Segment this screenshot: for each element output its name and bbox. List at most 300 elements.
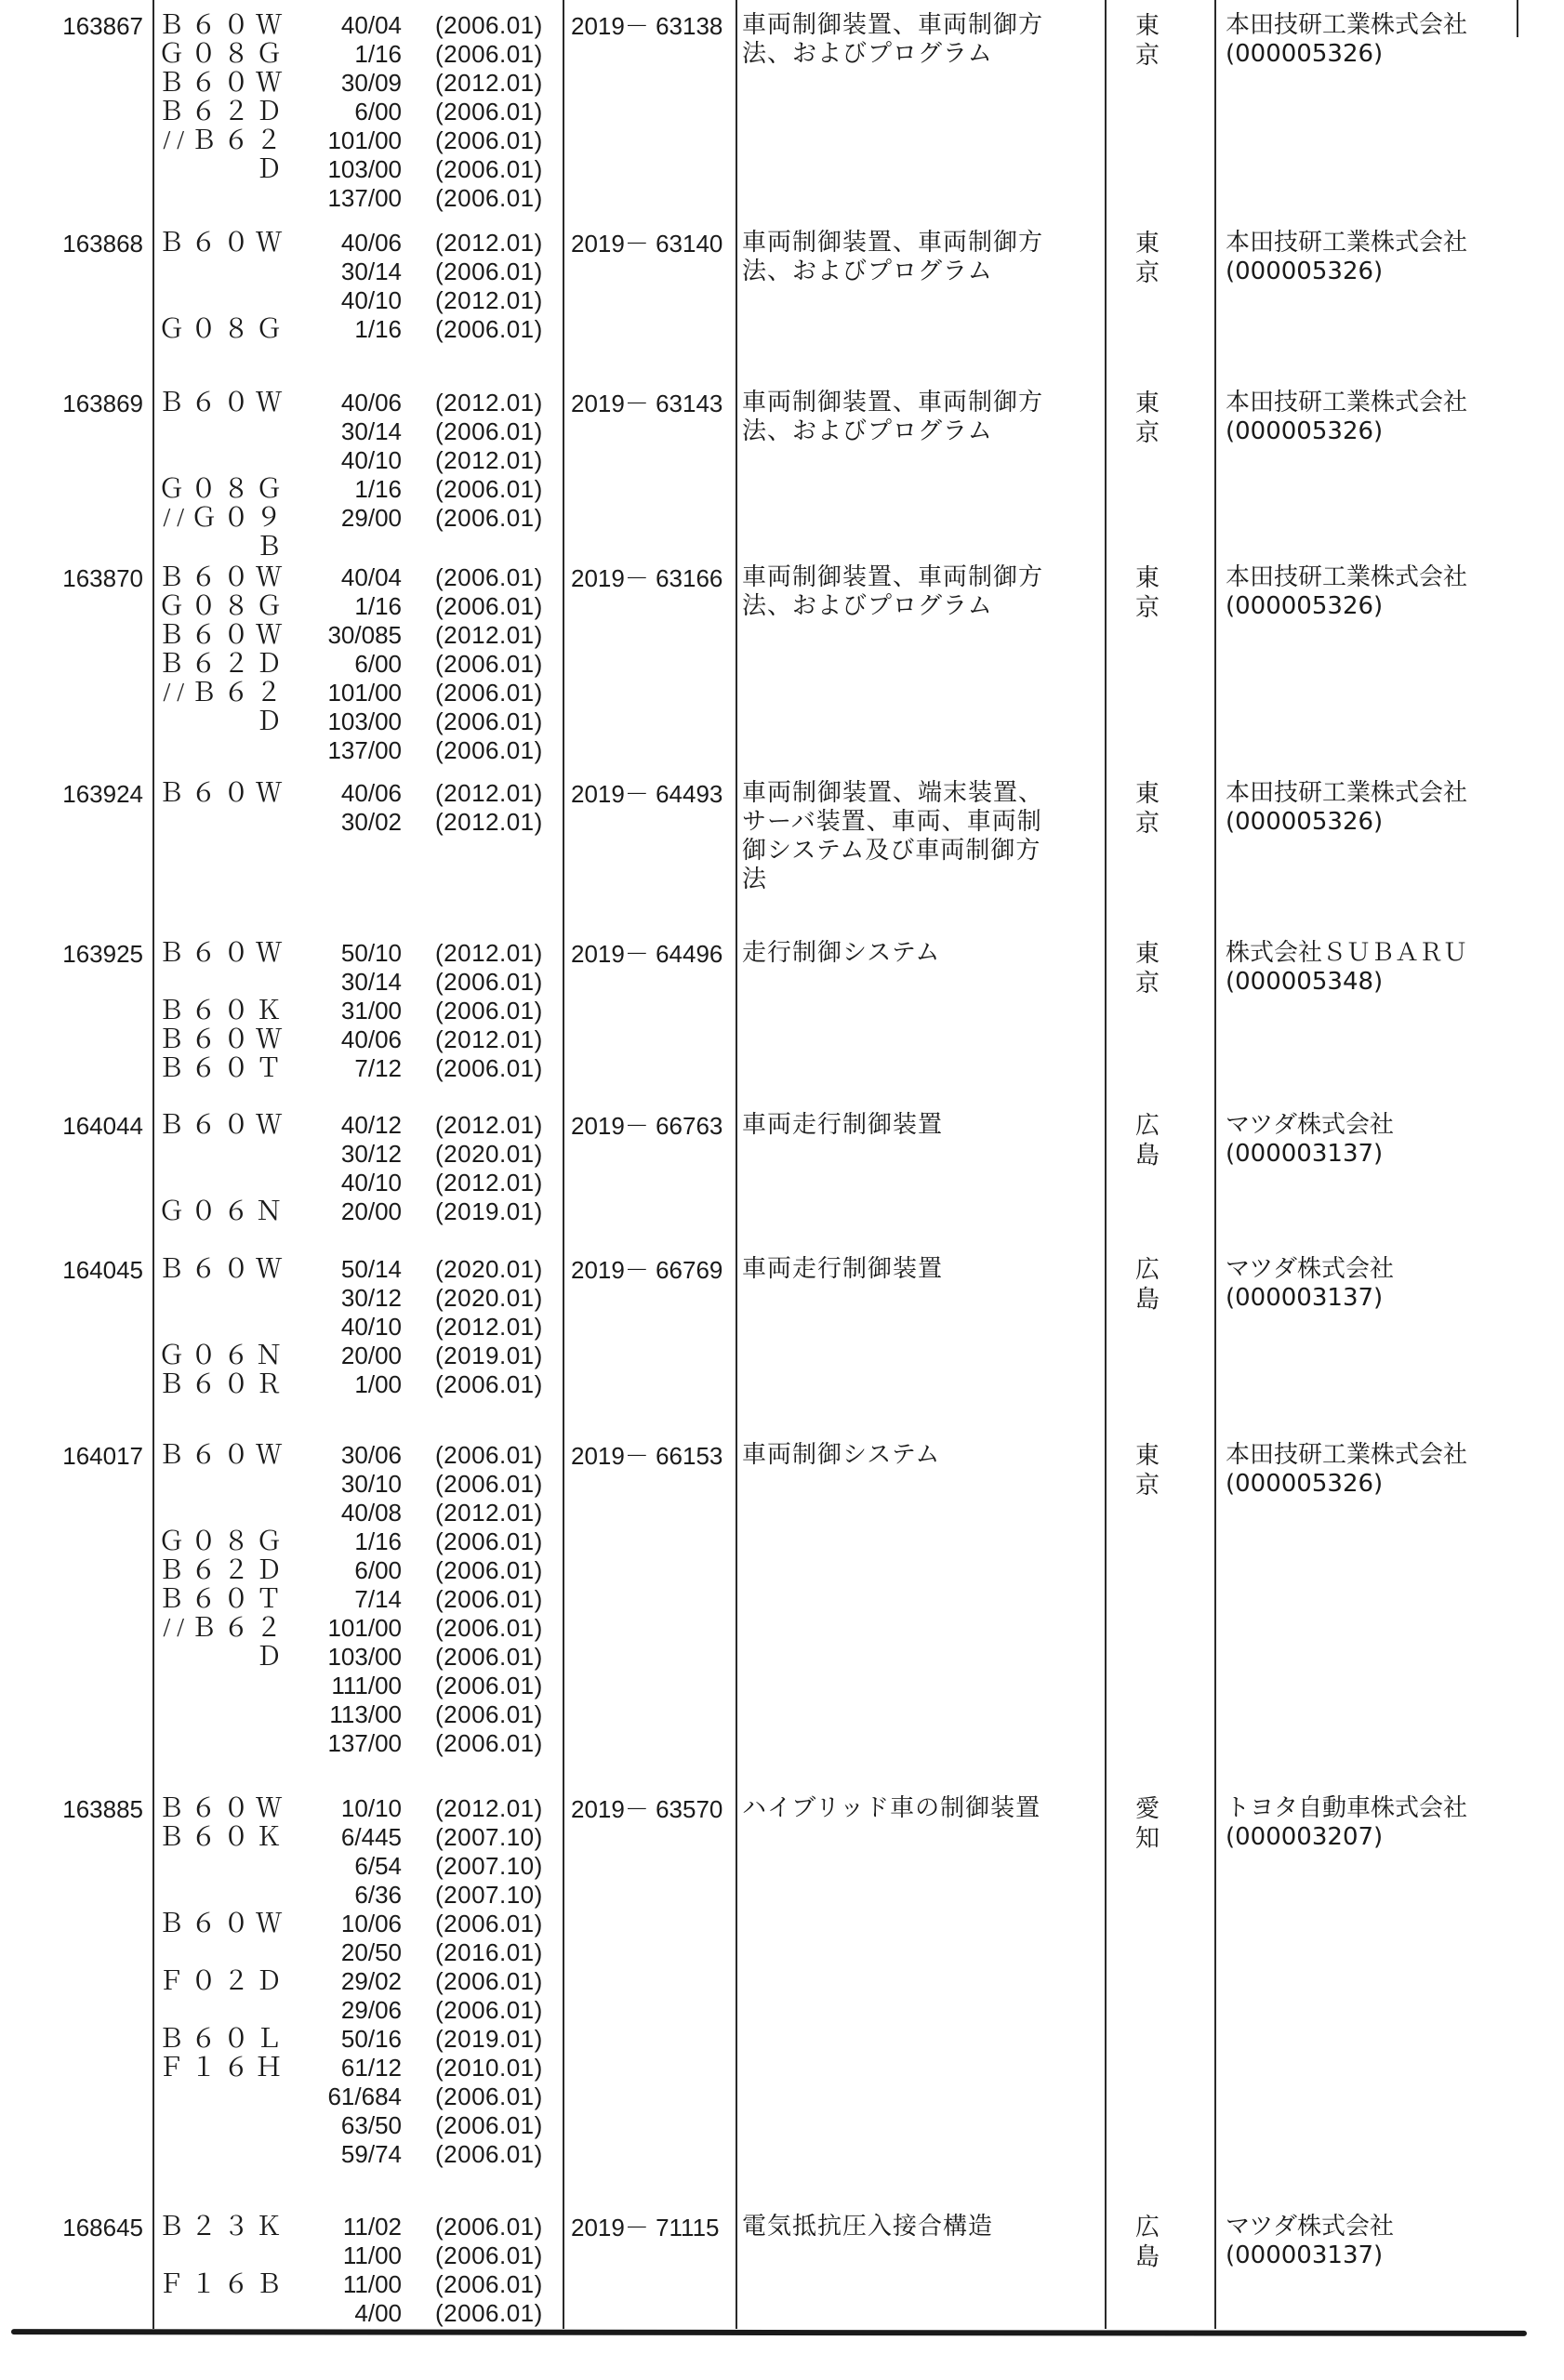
- ipc-group: 30/14: [340, 258, 402, 285]
- classification-line: [156, 1643, 556, 1672]
- applicant-line: (000005326): [1226, 592, 1384, 620]
- ipc-group: 30/085: [327, 621, 402, 649]
- application-number: 2019－ 63140: [571, 230, 723, 258]
- invention-title-line: 車両制御装置、車両制御方: [742, 563, 1044, 591]
- applicant-line: (000005326): [1226, 1470, 1384, 1498]
- publication-number: 163869: [62, 390, 143, 417]
- ipc-subclass: Ｆ１６Ｈ: [157, 2054, 288, 2082]
- classification-line: [156, 621, 556, 650]
- ipc-version: (2019.01): [435, 1342, 543, 1369]
- classification-line: [156, 504, 556, 562]
- classification-line: [156, 1794, 556, 1823]
- ipc-version: (2012.01): [435, 1169, 543, 1197]
- ipc-group: 29/02: [340, 1967, 402, 1995]
- ipc-group: 40/12: [340, 1111, 402, 1139]
- ipc-group: 40/06: [340, 389, 402, 416]
- invention-title: [742, 939, 1101, 968]
- ipc-version: (2020.01): [435, 1140, 543, 1168]
- ipc-version: (2012.01): [435, 621, 543, 649]
- ipc-version: (2006.01): [435, 997, 543, 1025]
- ipc-group: 40/04: [340, 11, 402, 39]
- classification-line: [156, 1852, 556, 1881]
- ipc-version: (2006.01): [435, 1527, 543, 1555]
- classification-line: [156, 286, 556, 315]
- ipc-version: (2006.01): [435, 504, 543, 532]
- ipc-subclass: Ｇ０８Ｇ: [157, 1527, 288, 1556]
- classification-line: [156, 1729, 556, 1758]
- ipc-version: (2006.01): [435, 563, 543, 591]
- classification-list: [156, 1255, 556, 1399]
- ipc-subclass: Ｂ６０Ｗ: [157, 69, 288, 98]
- ipc-group: 6/00: [354, 650, 402, 678]
- classification-line: [156, 1938, 556, 1967]
- invention-title: [742, 1255, 1101, 1284]
- ipc-version: (2006.01): [435, 1910, 543, 1937]
- classification-line: [156, 1255, 556, 1284]
- ipc-version: (2007.10): [435, 1852, 543, 1880]
- ipc-group: 40/10: [340, 286, 402, 314]
- applicant-line: マツダ株式会社: [1226, 2213, 1394, 2241]
- applicant-location: 広島: [1134, 1256, 1186, 1314]
- ipc-subclass: Ｂ６０Ｋ: [157, 1823, 288, 1852]
- ipc-version: (2006.01): [435, 2299, 543, 2327]
- applicant-location: 東京: [1134, 1442, 1186, 1500]
- ipc-group: 31/00: [340, 997, 402, 1025]
- ipc-group: 7/14: [354, 1585, 402, 1613]
- applicant: [1226, 1794, 1523, 1852]
- ipc-group: 1/16: [354, 592, 402, 620]
- ipc-version: (2006.01): [435, 2270, 543, 2298]
- ipc-version: (2006.01): [435, 2082, 543, 2110]
- classification-line: [156, 446, 556, 475]
- classification-line: [156, 1313, 556, 1342]
- ipc-subclass: Ｂ６０Ｌ: [157, 2025, 288, 2054]
- ipc-version: (2006.01): [435, 40, 543, 68]
- applicant: [1226, 939, 1523, 997]
- ipc-version: (2006.01): [435, 592, 543, 620]
- ipc-group: 1/16: [354, 40, 402, 68]
- ipc-group: 20/50: [340, 1938, 402, 1966]
- applicant: [1226, 779, 1523, 837]
- ipc-group: 61/12: [340, 2054, 402, 2082]
- classification-line: [156, 1370, 556, 1399]
- classification-line: [156, 40, 556, 69]
- ipc-group: 50/14: [340, 1255, 402, 1283]
- ipc-version: (2006.01): [435, 1470, 543, 1498]
- invention-title-line: 電気抵抗圧入接合構造: [742, 2213, 994, 2241]
- ipc-group: 40/10: [340, 1313, 402, 1341]
- classification-line: [156, 258, 556, 286]
- ipc-version: (2006.01): [435, 98, 543, 126]
- ipc-group: 1/16: [354, 315, 402, 343]
- ipc-group: 63/50: [340, 2111, 402, 2139]
- ipc-subclass: Ｂ６０Ｗ: [157, 1441, 288, 1470]
- ipc-group: 50/10: [340, 939, 402, 967]
- classification-line: [156, 2140, 556, 2169]
- ipc-subclass: Ｂ６０Ｗ: [157, 939, 288, 968]
- applicant-line: マツダ株式会社: [1226, 1111, 1394, 1139]
- ipc-group: 10/06: [340, 1910, 402, 1937]
- ipc-group: 137/00: [327, 184, 402, 212]
- ipc-version: (2006.01): [435, 1996, 543, 2024]
- applicant-location: 東京: [1134, 564, 1186, 622]
- ipc-group: 29/00: [340, 504, 402, 532]
- classification-line: [156, 1342, 556, 1370]
- ipc-subclass: //Ｂ６２Ｄ: [163, 1614, 288, 1672]
- ipc-version: (2012.01): [435, 1025, 543, 1053]
- ipc-subclass: Ｂ６０Ｗ: [157, 563, 288, 592]
- ipc-group: 40/06: [340, 229, 402, 257]
- publication-number: 168645: [62, 2214, 143, 2241]
- classification-line: [156, 417, 556, 446]
- application-number: 2019－ 63570: [571, 1795, 723, 1823]
- ipc-version: (2006.01): [435, 1054, 543, 1082]
- column-rule: [736, 0, 737, 2329]
- ipc-subclass: Ｂ６０Ｔ: [157, 1054, 288, 1083]
- classification-line: [156, 2270, 556, 2299]
- ipc-version: (2006.01): [435, 2241, 543, 2269]
- classification-line: [156, 1441, 556, 1470]
- applicant-location: 東京: [1134, 780, 1186, 838]
- invention-title: [742, 779, 1101, 894]
- invention-title: [742, 229, 1101, 286]
- classification-line: [156, 939, 556, 968]
- column-rule: [152, 0, 154, 2329]
- ipc-group: 40/10: [340, 446, 402, 474]
- application-number: 2019－ 63143: [571, 390, 723, 417]
- invention-title: [742, 1111, 1101, 1140]
- applicant-location: 東京: [1134, 12, 1186, 70]
- classification-line: [156, 184, 556, 213]
- applicant-line: (000005326): [1226, 40, 1384, 68]
- ipc-version: (2006.01): [435, 475, 543, 503]
- ipc-group: 11/00: [342, 2270, 402, 2298]
- ipc-group: 30/02: [340, 808, 402, 836]
- applicant-line: (000005348): [1226, 968, 1384, 996]
- applicant-line: (000003137): [1226, 2241, 1384, 2269]
- ipc-version: (2006.01): [435, 679, 543, 707]
- ipc-group: 6/00: [354, 98, 402, 126]
- applicant-line: (000003137): [1226, 1140, 1384, 1168]
- invention-title-line: 御システム及び車両制御方: [742, 837, 1041, 865]
- applicant-line: (000005326): [1226, 417, 1384, 445]
- classification-line: [156, 69, 556, 98]
- ipc-group: 30/06: [340, 1441, 402, 1469]
- ipc-group: 61/684: [327, 2082, 402, 2110]
- ipc-subclass: Ｂ６０Ｒ: [157, 1370, 288, 1399]
- ipc-group: 20/00: [340, 1197, 402, 1225]
- ipc-version: (2019.01): [435, 1197, 543, 1225]
- ipc-subclass: Ｂ６２Ｄ: [157, 1556, 288, 1585]
- ipc-version: (2006.01): [435, 1441, 543, 1469]
- ipc-group: 40/04: [340, 563, 402, 591]
- ipc-version: (2006.01): [435, 184, 543, 212]
- applicant-location: 愛知: [1134, 1795, 1186, 1853]
- applicant-line: マツダ株式会社: [1226, 1255, 1394, 1283]
- ipc-version: (2006.01): [435, 1556, 543, 1584]
- ipc-version: (2020.01): [435, 1255, 543, 1283]
- ipc-group: 137/00: [327, 1729, 402, 1757]
- classification-line: [156, 592, 556, 621]
- applicant-line: 本田技研工業株式会社: [1226, 563, 1468, 591]
- ipc-version: (2006.01): [435, 126, 543, 154]
- classification-line: [156, 650, 556, 679]
- invention-title: [742, 1441, 1101, 1470]
- ipc-subclass: Ｂ６０Ｗ: [157, 389, 288, 417]
- ipc-group: 30/12: [340, 1284, 402, 1312]
- classification-line: [156, 1197, 556, 1226]
- ipc-version: (2006.01): [435, 1672, 543, 1699]
- classification-line: [156, 2241, 556, 2270]
- classification-line: [156, 1967, 556, 1996]
- applicant-line: 本田技研工業株式会社: [1226, 779, 1468, 807]
- applicant-line: (000005326): [1226, 808, 1384, 836]
- classification-line: [156, 475, 556, 504]
- ipc-subclass: Ｇ０８Ｇ: [157, 315, 288, 344]
- ipc-subclass: Ｂ６０Ｋ: [157, 997, 288, 1025]
- ipc-version: (2012.01): [435, 229, 543, 257]
- ipc-group: 4/00: [354, 2299, 402, 2327]
- ipc-version: (2006.01): [435, 155, 543, 183]
- ipc-group: 30/10: [340, 1470, 402, 1498]
- ipc-version: (2010.01): [435, 2054, 543, 2082]
- ipc-subclass: Ｂ６０Ｗ: [157, 621, 288, 650]
- publication-number: 164044: [62, 1112, 143, 1140]
- ipc-version: (2012.01): [435, 69, 543, 97]
- classification-line: [156, 1470, 556, 1499]
- classification-list: [156, 1794, 556, 2169]
- classification-line: [156, 1881, 556, 1910]
- ipc-subclass: Ｂ２３Ｋ: [157, 2213, 288, 2241]
- classification-line: [156, 1054, 556, 1083]
- ipc-group: 6/36: [354, 1881, 402, 1909]
- ipc-version: (2006.01): [435, 968, 543, 996]
- application-number: 2019－ 64493: [571, 780, 723, 808]
- classification-list: [156, 2213, 556, 2328]
- ipc-group: 30/12: [340, 1140, 402, 1168]
- classification-line: [156, 1556, 556, 1585]
- applicant: [1226, 1255, 1523, 1313]
- applicant-line: 本田技研工業株式会社: [1226, 1441, 1468, 1469]
- ipc-version: (2006.01): [435, 2140, 543, 2168]
- applicant-line: (000003137): [1226, 1284, 1384, 1312]
- classification-line: [156, 563, 556, 592]
- ipc-version: (2020.01): [435, 1284, 543, 1312]
- ipc-group: 1/00: [354, 1370, 402, 1398]
- column-rule: [1214, 0, 1216, 2329]
- ipc-group: 10/10: [340, 1794, 402, 1822]
- classification-list: [156, 1441, 556, 1758]
- ipc-group: 7/12: [354, 1054, 402, 1082]
- ipc-group: 113/00: [329, 1700, 402, 1728]
- ipc-group: 6/54: [354, 1852, 402, 1880]
- classification-line: [156, 1140, 556, 1169]
- ipc-version: (2006.01): [435, 315, 543, 343]
- publication-number: 163924: [62, 780, 143, 808]
- classification-line: [156, 1025, 556, 1054]
- ipc-group: 137/00: [327, 736, 402, 764]
- ipc-group: 11/00: [342, 2241, 402, 2269]
- applicant-line: 株式会社ＳＵＢＡＲＵ: [1226, 939, 1468, 967]
- invention-title-line: 車両走行制御装置: [742, 1111, 944, 1139]
- ipc-subclass: Ｆ１６Ｂ: [157, 2270, 288, 2299]
- ipc-subclass: Ｇ０８Ｇ: [157, 475, 288, 504]
- ipc-version: (2006.01): [435, 417, 543, 445]
- column-rule: [563, 0, 564, 2329]
- ipc-version: (2006.01): [435, 1370, 543, 1398]
- classification-line: [156, 315, 556, 344]
- classification-line: [156, 2025, 556, 2054]
- ipc-version: (2006.01): [435, 11, 543, 39]
- classification-line: [156, 1996, 556, 2025]
- application-number: 2019－ 66769: [571, 1256, 723, 1284]
- ipc-group: 101/00: [327, 1614, 402, 1642]
- ipc-version: (2012.01): [435, 939, 543, 967]
- ipc-subclass: Ｂ６０Ｗ: [157, 1794, 288, 1823]
- invention-title-line: 車両制御装置、車両制御方: [742, 229, 1044, 257]
- ipc-version: (2012.01): [435, 1111, 543, 1139]
- classification-line: [156, 1585, 556, 1614]
- ipc-group: 6/445: [340, 1823, 402, 1851]
- classification-line: [156, 1700, 556, 1729]
- ipc-subclass: Ｂ６０Ｗ: [157, 1025, 288, 1054]
- classification-line: [156, 779, 556, 808]
- applicant: [1226, 1111, 1523, 1169]
- invention-title-line: 車両制御システム: [742, 1441, 941, 1469]
- applicant-location: 広島: [1134, 1112, 1186, 1170]
- ipc-subclass: Ｂ６０Ｗ: [157, 779, 288, 808]
- ipc-group: 40/08: [340, 1499, 402, 1527]
- applicant: [1226, 1441, 1523, 1499]
- ipc-group: 101/00: [327, 679, 402, 707]
- invention-title-line: 車両走行制御装置: [742, 1255, 944, 1283]
- application-number: 2019－ 66153: [571, 1442, 723, 1470]
- ipc-version: (2006.01): [435, 2111, 543, 2139]
- applicant: [1226, 563, 1523, 621]
- classification-line: [156, 1499, 556, 1527]
- classification-line: [156, 808, 556, 837]
- ipc-version: (2006.01): [435, 1700, 543, 1728]
- ipc-version: (2012.01): [435, 1794, 543, 1822]
- classification-line: [156, 1169, 556, 1197]
- ipc-version: (2012.01): [435, 1499, 543, 1527]
- application-number: 2019－ 66763: [571, 1112, 723, 1140]
- ipc-group: 11/02: [342, 2213, 402, 2241]
- invention-title: [742, 563, 1101, 621]
- classification-line: [156, 1284, 556, 1313]
- column-rule: [1105, 0, 1107, 2329]
- publication-number: 163870: [62, 564, 143, 592]
- ipc-version: (2006.01): [435, 1585, 543, 1613]
- ipc-subclass: Ｂ６０Ｗ: [157, 11, 288, 40]
- ipc-subclass: Ｂ６２Ｄ: [157, 650, 288, 679]
- ipc-group: 50/16: [340, 2025, 402, 2053]
- classification-line: [156, 229, 556, 258]
- classification-line: [156, 2213, 556, 2241]
- ipc-subclass: Ｂ６０Ｗ: [157, 1910, 288, 1938]
- applicant-line: トヨタ自動車株式会社: [1226, 1794, 1468, 1822]
- classification-list: [156, 939, 556, 1083]
- ipc-group: 40/06: [340, 779, 402, 807]
- applicant: [1226, 229, 1523, 286]
- ipc-version: (2006.01): [435, 1643, 543, 1671]
- ipc-subclass: //Ｂ６２Ｄ: [163, 679, 288, 736]
- applicant-location: 東京: [1134, 390, 1186, 447]
- ipc-version: (2006.01): [435, 707, 543, 735]
- classification-list: [156, 1111, 556, 1226]
- invention-title: [742, 389, 1101, 446]
- applicant-line: 本田技研工業株式会社: [1226, 229, 1468, 257]
- application-number: 2019－ 71115: [571, 2214, 720, 2241]
- invention-title-line: 車両制御装置、車両制御方: [742, 389, 1044, 416]
- applicant: [1226, 11, 1523, 69]
- invention-title: [742, 11, 1101, 69]
- classification-line: [156, 1823, 556, 1852]
- ipc-group: 40/10: [340, 1169, 402, 1197]
- application-number: 2019－ 64496: [571, 940, 723, 968]
- applicant-line: (000003207): [1226, 1823, 1384, 1851]
- classification-list: [156, 11, 556, 213]
- invention-title-line: 車両制御装置、車両制御方: [742, 11, 1044, 39]
- ipc-subclass: Ｂ６０Ｗ: [157, 1255, 288, 1284]
- applicant-line: 本田技研工業株式会社: [1226, 11, 1468, 39]
- ipc-version: (2006.01): [435, 650, 543, 678]
- classification-line: [156, 98, 556, 126]
- classification-list: [156, 779, 556, 837]
- ipc-subclass: Ｇ０８Ｇ: [157, 40, 288, 69]
- ipc-subclass: Ｇ０８Ｇ: [157, 592, 288, 621]
- invention-title-line: ハイブリッド車の制御装置: [742, 1794, 1041, 1822]
- publication-number: 164045: [62, 1256, 143, 1284]
- ipc-version: (2006.01): [435, 736, 543, 764]
- ipc-group: 111/00: [331, 1672, 402, 1699]
- applicant-location: 東京: [1134, 940, 1186, 998]
- ipc-version: (2019.01): [435, 2025, 543, 2053]
- classification-line: [156, 1527, 556, 1556]
- ipc-version: (2012.01): [435, 808, 543, 836]
- ipc-group: 103/00: [327, 1643, 402, 1671]
- ipc-group: 30/14: [340, 968, 402, 996]
- invention-title-line: 車両制御装置、端末装置、: [742, 779, 1044, 807]
- classification-line: [156, 997, 556, 1025]
- classification-line: [156, 1910, 556, 1938]
- publication-number: 163867: [62, 12, 143, 40]
- ipc-subclass: Ｂ６０Ｔ: [157, 1585, 288, 1614]
- ipc-version: (2006.01): [435, 1729, 543, 1757]
- classification-list: [156, 563, 556, 765]
- ipc-version: (2012.01): [435, 1313, 543, 1341]
- ipc-group: 1/16: [354, 475, 402, 503]
- classification-line: [156, 1111, 556, 1140]
- applicant-location: 広島: [1134, 2214, 1186, 2271]
- invention-title-line: 走行制御システム: [742, 939, 941, 967]
- applicant: [1226, 389, 1523, 446]
- invention-title-line: 法、およびプログラム: [742, 417, 993, 445]
- application-number: 2019－ 63138: [571, 12, 723, 40]
- ipc-version: (2016.01): [435, 1938, 543, 1966]
- publication-number: 163925: [62, 940, 143, 968]
- applicant-line: 本田技研工業株式会社: [1226, 389, 1468, 416]
- invention-title-line: 法、およびプログラム: [742, 258, 993, 285]
- ipc-group: 29/06: [340, 1996, 402, 2024]
- ipc-subclass: //Ｂ６２Ｄ: [163, 126, 288, 184]
- ipc-version: (2006.01): [435, 1614, 543, 1642]
- ipc-subclass: Ｂ６２Ｄ: [157, 98, 288, 126]
- invention-title: [742, 1794, 1101, 1823]
- classification-line: [156, 968, 556, 997]
- publication-number: 164017: [62, 1442, 143, 1470]
- ipc-group: 20/00: [340, 1342, 402, 1369]
